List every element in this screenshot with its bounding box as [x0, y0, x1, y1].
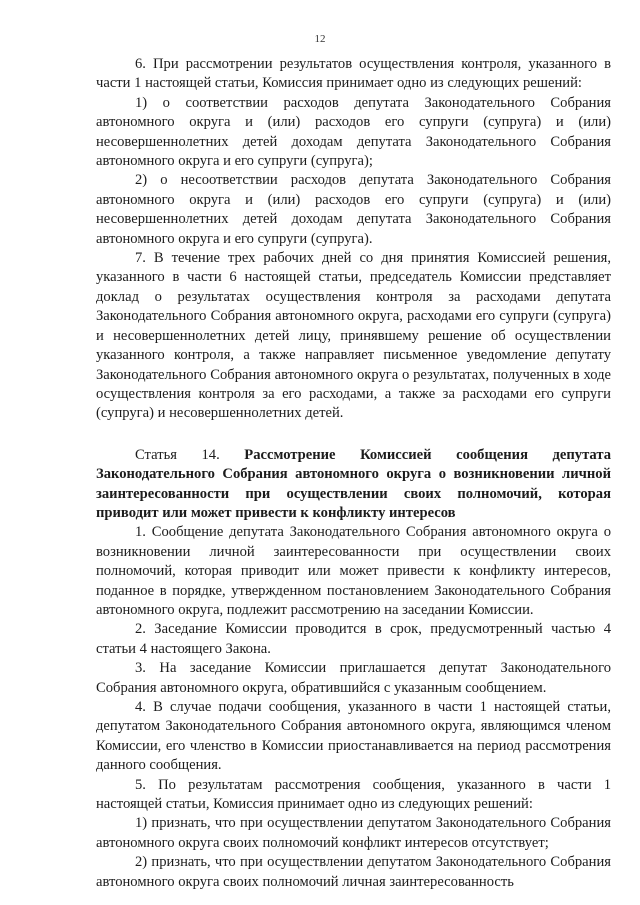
paragraph-article-part-4: 4. В случае подачи сообщения, указанного в части 1 настоящей статьи, депутатом Законодательного Собрания автономного округа, являющимся членом Комиссии, его членство в Комиссии приостанавливается на период рассмотрения данного сообщения. [96, 699, 611, 774]
paragraph-article-part-5-item-1: 1) признать, что при осуществлении депутатом Законодательного Собрания автономного округа своих полномочий конфликт интересов отсутствует; [96, 815, 611, 851]
paragraph-article-part-1: 1. Сообщение депутата Законодательного Собрания автономного округа о возникновении личной заинтересованности при осуществлении своих полномочий, которая приводит или может привести к конфликту интересов, поданное в порядке, утвержденном постановлением Законодательного Собрания автономного округа, подлежит рассмотрению на заседании Комиссии. [96, 524, 611, 618]
document-body [96, 55, 611, 892]
page-number: 12 [314, 33, 326, 45]
paragraph-part-7: 7. В течение трех рабочих дней со дня принятия Комиссией решения, указанного в части 6 настоящей статьи, председатель Комиссии представляет доклад о результатах осуществления контроля за расходами депутата Законодательного Собрания автономного округа, расходами его супруги (супруга) и несовершеннолетних детей лицу, принявшему решение об осуществлении указанного контроля, а также направляет письменное уведомление депутату Законодательного Собрания автономного округа о результатах, полученных в ходе осуществления контроля за его расходами, а также за расходами его супруги (супруга) и несовершеннолетних детей. [96, 250, 611, 422]
paragraph-part-6: 6. При рассмотрении результатов осуществления контроля, указанного в части 1 настоящей статьи, Комиссия принимает одно из следующих решений: [96, 56, 611, 92]
paragraph-article-part-3: 3. На заседание Комиссии приглашается депутат Законодательного Собрания автономного округа, обратившийся с указанным сообщением. [96, 660, 611, 696]
paragraph-article-part-5: 5. По результатам рассмотрения сообщения, указанного в части 1 настоящей статьи, Комиссия принимает одно из следующих решений: [96, 776, 611, 813]
article-title: Рассмотрение Комиссией сообщения депутата Законодательного Собрания автономного округа о возникновении личной заинтересованности при осуществлении своих полномочий, которая приводит или может привести к конфликту интересов [96, 446, 611, 521]
paragraph-part-6-item-2: 2) о несоответствии расходов депутата Законодательного Собрания автономного округа и (или) расходов его супруги (супруга) и (или) несовершеннолетних детей доходам депутата Законодательного Собрания автономного округа и его супруги (супруга). [96, 172, 611, 247]
paragraph-part-6-item-1: 1) о соответствии расходов депутата Законодательного Собрания автономного округа и (или) расходов его супруги (супруга) и (или) несовершеннолетних детей доходам депутата Законодательного Собрания автономного округа и его супруги (супруга); [96, 94, 611, 170]
paragraph-article-part-5-item-2: 2) признать, что при осуществлении депутатом Законодательного Собрания автономного округа своих полномочий личная заинтересованность [96, 854, 611, 890]
paragraph-article-part-2: 2. Заседание Комиссии проводится в срок, предусмотренный частью 4 статьи 4 настоящего Закона. [96, 621, 611, 657]
article-heading [96, 446, 611, 524]
article-number: Статья 14. [135, 446, 220, 463]
